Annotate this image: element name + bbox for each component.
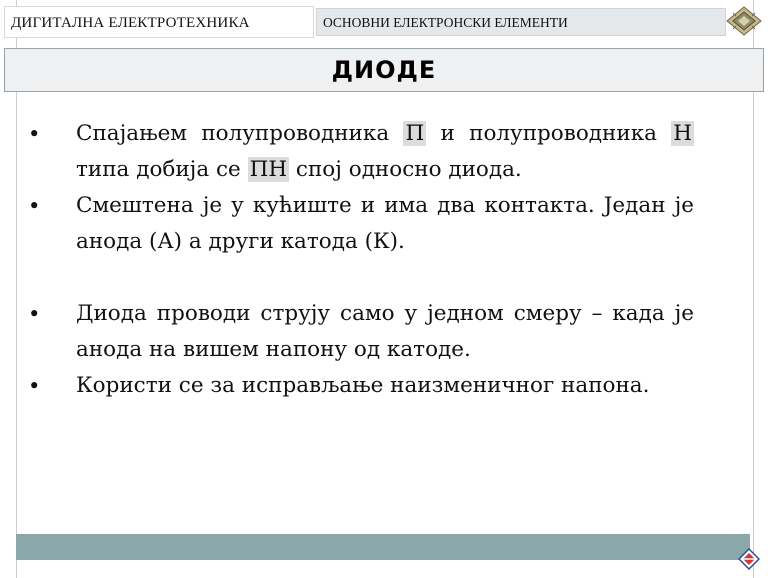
- bullet-2-text: Смештена је у кућиште и има два контакта. Један је анода (А) а други катода (К).: [76, 193, 694, 254]
- bullet-item-3: [28, 296, 694, 368]
- bullet-dot: •: [28, 194, 41, 218]
- slide-title-bar: [4, 48, 764, 92]
- bullet-1-text-c: типа добија се: [76, 157, 248, 182]
- bullet-dot: •: [28, 122, 41, 146]
- highlight-p: П: [405, 121, 425, 146]
- bullet-1-text-d: спој односно диода.: [289, 157, 522, 182]
- course-title: ДИГИТАЛНА ЕЛЕКТРОТЕХНИКА: [4, 6, 314, 38]
- bullet-dot: •: [28, 374, 41, 398]
- bullet-list: [28, 116, 694, 404]
- bullet-item-2: [28, 188, 694, 260]
- highlight-n: Н: [673, 121, 692, 146]
- bullet-4-text: Користи се за исправљање наизменичног напона.: [76, 373, 650, 398]
- footer-bar: [16, 534, 750, 560]
- highlight-pn: ПН: [249, 157, 288, 182]
- bullet-3-text: Диода проводи струју само у једном смеру – када је анода на вишем напону од катоде.: [76, 301, 694, 362]
- nav-diamond-icon[interactable]: [738, 548, 760, 570]
- bullet-1-text-b: и полупроводника: [426, 121, 672, 146]
- bullet-item-4: [28, 368, 694, 404]
- chip-logo-icon: [724, 4, 764, 38]
- bullet-dot: •: [28, 302, 41, 326]
- slide-title: ДИОДЕ: [331, 56, 437, 84]
- section-title: ОСНОВНИ ЕЛЕКТРОНСКИ ЕЛЕМЕНТИ: [316, 8, 726, 36]
- bullet-1-text-a: Спајањем полупроводника: [76, 121, 404, 146]
- bullet-item-1: [28, 116, 694, 188]
